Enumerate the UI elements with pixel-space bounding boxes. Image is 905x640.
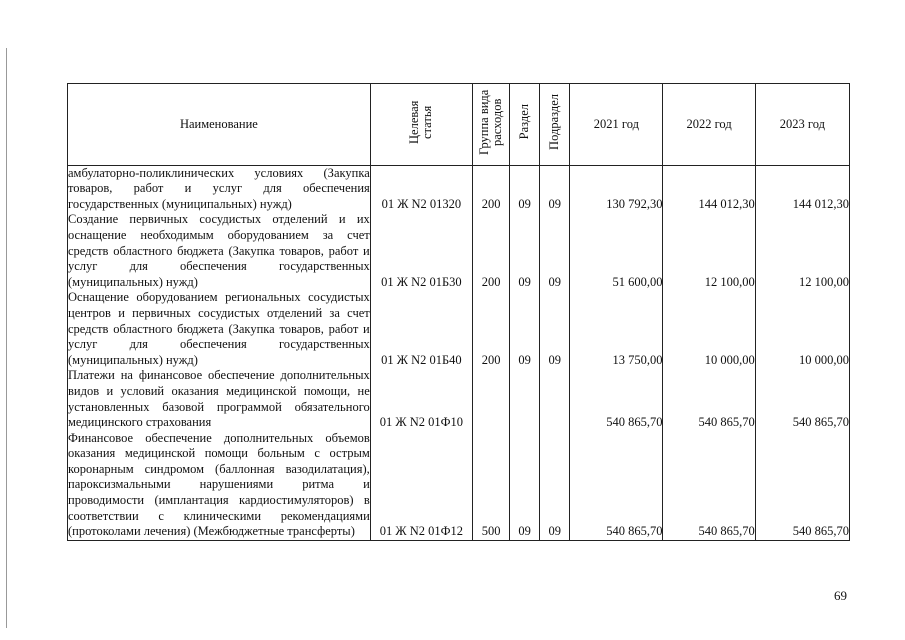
table-row	[68, 368, 850, 430]
row-group	[473, 368, 510, 430]
row-subsection	[540, 368, 570, 430]
row-code: 01 Ж N2 01Б40	[370, 290, 472, 368]
header-row	[68, 84, 850, 166]
header-subsection-label: Подраздел	[547, 94, 562, 150]
row-name: Платежи на финансовое обеспечение дополнительных видов и условий оказания медицинской помощи, не установленных базовой программой обязательного медицинского страхования	[68, 368, 370, 430]
row-code: 01 Ж N2 01320	[370, 165, 472, 212]
row-group: 200	[473, 212, 510, 290]
row-2023: 540 865,70	[755, 368, 849, 430]
table-row	[68, 212, 850, 290]
row-name: Оснащение оборудованием региональных сосудистых центров и первичных сосудистых отделений за счет средств областного бюджета (Закупка товаров, работ и услуг для обеспечения государственных (муниципальных) нужд)	[68, 290, 370, 367]
row-2023: 10 000,00	[755, 290, 849, 368]
row-section: 09	[510, 165, 540, 212]
header-group-label: Группа вида расходов	[477, 89, 505, 155]
header-2021: 2021 год	[570, 84, 663, 166]
row-subsection: 09	[540, 431, 570, 541]
row-2023: 144 012,30	[755, 165, 849, 212]
row-code: 01 Ж N2 01Ф10	[370, 368, 472, 430]
row-2022: 540 865,70	[663, 431, 755, 541]
row-section: 09	[510, 290, 540, 368]
row-section: 09	[510, 431, 540, 541]
header-section	[510, 84, 540, 166]
row-2022: 144 012,30	[663, 165, 755, 212]
row-2021: 13 750,00	[570, 290, 663, 368]
row-code: 01 Ж N2 01Ф12	[370, 431, 472, 541]
row-name: Создание первичных сосудистых отделений и их оснащение необходимым оборудованием за счет средств областного бюджета (Закупка товаров, работ и услуг для обеспечения государственных (муниципальных) нужд)	[68, 212, 370, 289]
row-2021: 540 865,70	[570, 431, 663, 541]
row-group: 500	[473, 431, 510, 541]
header-group	[473, 84, 510, 166]
row-2021: 540 865,70	[570, 368, 663, 430]
row-2022: 12 100,00	[663, 212, 755, 290]
header-subsection	[540, 84, 570, 166]
row-group: 200	[473, 165, 510, 212]
header-section-label: Раздел	[517, 104, 532, 140]
budget-table	[67, 83, 850, 541]
header-name: Наименование	[68, 84, 371, 166]
row-2022: 540 865,70	[663, 368, 755, 430]
row-section	[510, 368, 540, 430]
header-code-label: Целевая статья	[407, 100, 435, 144]
row-section: 09	[510, 212, 540, 290]
row-2023: 540 865,70	[755, 431, 849, 541]
row-code: 01 Ж N2 01Б30	[370, 212, 472, 290]
table-row	[68, 165, 850, 212]
header-2023: 2023 год	[755, 84, 849, 166]
row-name: Финансовое обеспечение дополнительных объемов оказания медицинской помощи больным с острым коронарным синдромом (баллонная вазодилатация), пароксизмальными нарушениями ритма и проводимости (имплантация кардиостимуляторов) в соответствии с клиническими рекомендациями (протоколами лечения) (Межбюджетные трансферты)	[68, 431, 371, 541]
row-subsection: 09	[540, 290, 570, 368]
row-2023: 12 100,00	[755, 212, 849, 290]
scan-left-edge-line	[6, 48, 7, 628]
row-subsection: 09	[540, 212, 570, 290]
row-2022: 10 000,00	[663, 290, 755, 368]
row-2021: 51 600,00	[570, 212, 663, 290]
page-number: 69	[834, 588, 847, 603]
header-2022: 2022 год	[663, 84, 755, 166]
row-2021: 130 792,30	[570, 165, 663, 212]
header-code	[370, 84, 472, 166]
table-row	[68, 431, 850, 541]
table-row	[68, 290, 850, 368]
row-group: 200	[473, 290, 510, 368]
row-subsection: 09	[540, 165, 570, 212]
row-name: амбулаторно-поликлинических условиях (Закупка товаров, работ и услуг для обеспечения государственных (муниципальных) нужд)	[68, 165, 370, 211]
